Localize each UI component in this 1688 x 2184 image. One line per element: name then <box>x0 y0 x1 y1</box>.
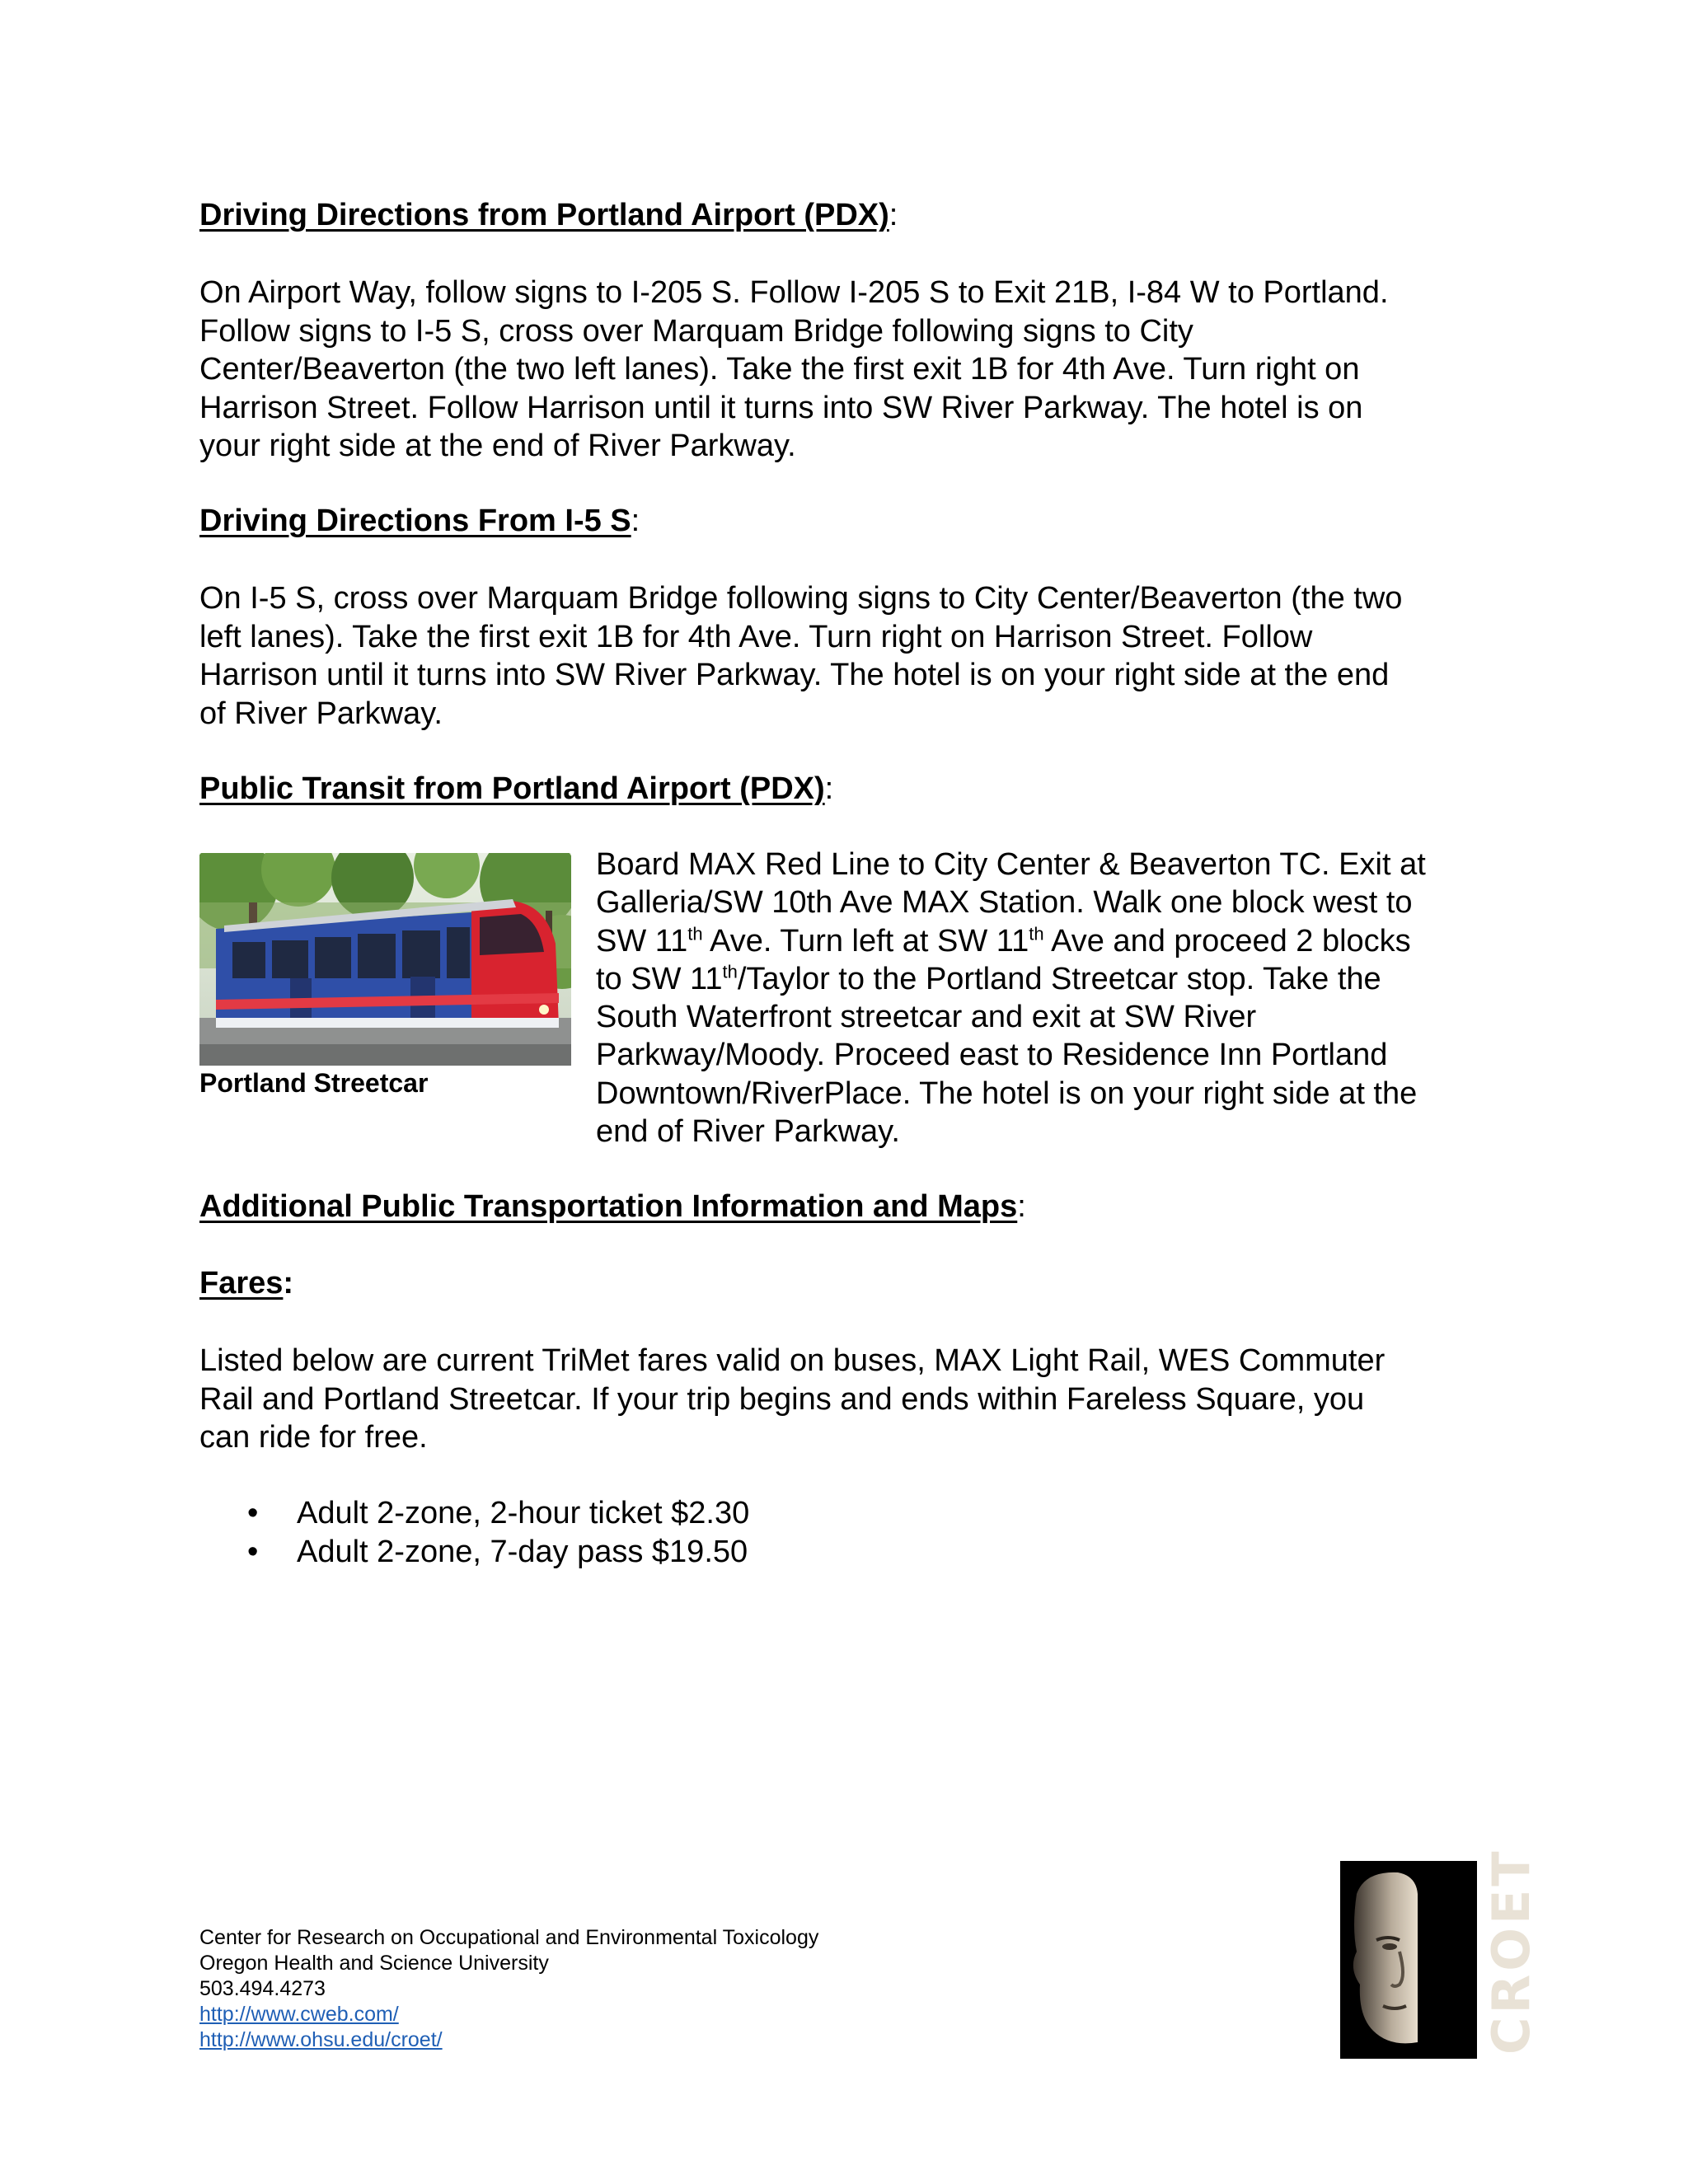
additional-info-heading <box>199 1189 1026 1225</box>
ohsu-croet-link[interactable]: http://www.ohsu.edu/croet/ <box>199 2028 443 2051</box>
text-line: Rail and Portland Streetcar. If your trip begins and ends within Fareless Square, you <box>199 1381 1365 1417</box>
text-line: Downtown/RiverPlace. The hotel is on your right side at the <box>596 1076 1418 1111</box>
text-line: end of River Parkway. <box>596 1114 900 1150</box>
pdx-driving-paragraph <box>199 274 1502 466</box>
list-item-text: Adult 2-zone, 7-day pass $19.50 <box>297 1534 748 1569</box>
i5-driving-paragraph <box>199 579 1502 733</box>
text-line: of River Parkway. <box>199 696 443 731</box>
text-segment: to SW 11 <box>596 961 723 996</box>
bullet-icon: • <box>247 1496 259 1530</box>
heading-colon: : <box>1017 1189 1026 1224</box>
text-line: On I-5 S, cross over Marquam Bridge following signs to City Center/Beaverton (the two <box>199 581 1403 616</box>
text-segment: Ave and proceed 2 blocks <box>1043 923 1411 958</box>
transit-heading-text: Public Transit from Portland Airport (PDX) <box>199 771 825 806</box>
footer-university: Oregon Health and Science University <box>199 1952 549 1975</box>
text-line: your right side at the end of River Parkway. <box>199 429 796 463</box>
i5-driving-heading <box>199 504 640 539</box>
footer-org: Center for Research on Occupational and Environmental Toxicology <box>199 1926 819 1949</box>
streetcar-photo <box>199 853 571 1066</box>
text-line <box>596 960 1519 998</box>
list-item <box>199 1533 749 1572</box>
text-line: Parkway/Moody. Proceed east to Residence Inn Portland <box>596 1038 1388 1073</box>
list-item <box>199 1494 749 1533</box>
fares-heading-text: Fares <box>199 1266 284 1301</box>
footer <box>199 1925 818 2053</box>
text-line: On Airport Way, follow signs to I-205 S. Follow I-205 S to Exit 21B, I-84 W to Portland. <box>199 275 1389 310</box>
transit-heading <box>199 771 833 807</box>
pdx-driving-heading <box>199 198 898 233</box>
heading-colon: : <box>824 771 834 806</box>
text-line: Harrison Street. Follow Harrison until it turns into SW River Parkway. The hotel is on <box>199 390 1363 425</box>
list-item-text: Adult 2-zone, 2-hour ticket $2.30 <box>297 1496 750 1530</box>
superscript: th <box>1029 922 1044 944</box>
text-line <box>596 922 1519 960</box>
croet-logo <box>1340 1848 1541 2059</box>
fares-heading <box>199 1266 293 1301</box>
cweb-link[interactable]: http://www.cweb.com/ <box>199 2003 399 2026</box>
bullet-icon: • <box>247 1534 259 1569</box>
text-line: left lanes). Take the first exit 1B for 4th Ave. Turn right on Harrison Street. Follow <box>199 619 1313 654</box>
text-line: Harrison until it turns into SW River Parkway. The hotel is on your right side at the end <box>199 658 1390 692</box>
text-line: can ride for free. <box>199 1420 428 1455</box>
text-line: Follow signs to I-5 S, cross over Marquam Bridge following signs to City <box>199 313 1193 349</box>
heading-colon: : <box>889 198 898 232</box>
fares-paragraph <box>199 1342 1502 1457</box>
text-line: Listed below are current TriMet fares valid on buses, MAX Light Rail, WES Commuter <box>199 1343 1386 1378</box>
text-line: Galleria/SW 10th Ave MAX Station. Walk one block west to <box>596 885 1413 921</box>
logo-text: CROET <box>1481 1848 1541 2055</box>
photo-caption: Portland Streetcar <box>199 1068 429 1098</box>
i5-driving-heading-text: Driving Directions From I-5 S <box>199 504 631 538</box>
text-line: Center/Beaverton (the two left lanes). Take the first exit 1B for 4th Ave. Turn right on <box>199 352 1360 387</box>
additional-info-heading-text: Additional Public Transportation Information and Maps <box>199 1189 1018 1224</box>
text-line: Board MAX Red Line to City Center & Beaverton TC. Exit at <box>596 847 1426 882</box>
superscript: th <box>687 922 703 944</box>
superscript: th <box>722 961 738 982</box>
text-line: South Waterfront streetcar and exit at SW River <box>596 1000 1257 1035</box>
footer-phone: 503.494.4273 <box>199 1977 326 2000</box>
pdx-driving-heading-text: Driving Directions from Portland Airport (PDX) <box>199 198 889 232</box>
text-segment: SW 11 <box>596 923 688 958</box>
text-segment: Ave. Turn left at SW 11 <box>702 923 1029 958</box>
fares-list <box>199 1494 749 1571</box>
transit-paragraph <box>596 846 1519 1151</box>
heading-colon: : <box>631 504 640 538</box>
heading-colon: : <box>283 1266 294 1301</box>
text-segment: /Taylor to the Portland Streetcar stop. Take the <box>737 961 1381 996</box>
